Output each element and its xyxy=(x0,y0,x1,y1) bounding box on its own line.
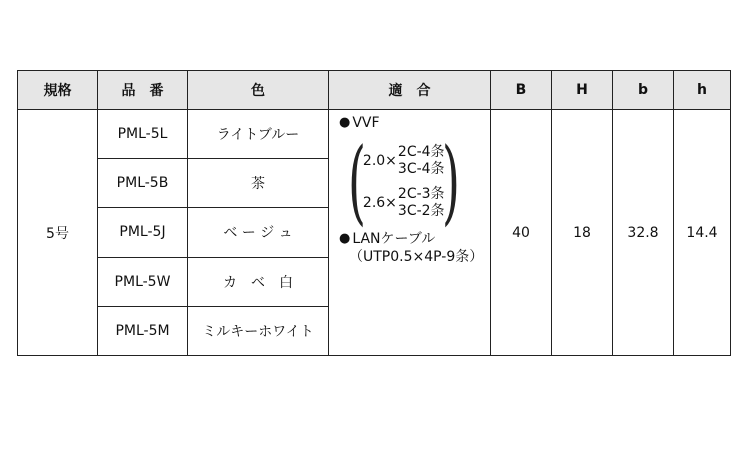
table-row xyxy=(18,110,731,159)
hinban-cell: PML-5L xyxy=(98,110,188,159)
size-option-top: 2C-3条 xyxy=(397,186,445,202)
close-paren: ) xyxy=(441,128,460,235)
lan-label: LANケーブル xyxy=(352,231,436,247)
color-cell: ミルキーホワイト xyxy=(188,306,329,355)
vvf-sizes xyxy=(363,144,445,220)
color-cell: カ ベ 白 xyxy=(188,257,329,306)
header-hinban: 品 番 xyxy=(98,71,188,110)
tekigo-cell xyxy=(329,110,491,356)
header-row xyxy=(18,71,731,110)
hinban-cell: PML-5B xyxy=(98,159,188,208)
size-options xyxy=(398,186,445,220)
tekigo-content xyxy=(329,110,490,355)
hinban-cell: PML-5M xyxy=(98,306,188,355)
header-tekigo: 適 合 xyxy=(329,71,491,110)
header-kikaku: 規格 xyxy=(18,71,98,110)
color-cell: 茶 xyxy=(188,159,329,208)
dim-B-value: 40 xyxy=(491,110,552,356)
size-base: 2.6× xyxy=(362,195,397,211)
size-row-2-0 xyxy=(363,144,445,178)
dim-h-value: 14.4 xyxy=(674,110,731,356)
vvf-bullet-icon: ● xyxy=(339,115,351,130)
header-b-small: b xyxy=(613,71,674,110)
header-h-small: h xyxy=(674,71,731,110)
lan-bullet-icon: ● xyxy=(339,231,351,246)
spec-table xyxy=(17,70,731,356)
size-options xyxy=(398,144,445,178)
dim-b-value: 32.8 xyxy=(613,110,674,356)
size-label-cell: 5号 xyxy=(18,110,98,356)
color-cell: ベ ー ジ ュ xyxy=(188,208,329,257)
size-option-bottom: 3C-4条 xyxy=(397,161,445,177)
vvf-label: VVF xyxy=(352,115,380,131)
color-cell: ライトブルー xyxy=(188,110,329,159)
size-row-2-6 xyxy=(363,186,445,220)
open-paren: ( xyxy=(347,128,366,235)
size-option-bottom: 3C-2条 xyxy=(397,203,445,219)
size-option-top: 2C-4条 xyxy=(397,144,445,160)
header-H: H xyxy=(552,71,613,110)
hinban-cell: PML-5W xyxy=(98,257,188,306)
header-iro: 色 xyxy=(188,71,329,110)
header-B: B xyxy=(491,71,552,110)
dim-H-value: 18 xyxy=(552,110,613,356)
lan-detail: （UTP0.5×4P-9条） xyxy=(349,249,484,265)
vvf-size-block xyxy=(339,128,468,235)
hinban-cell: PML-5J xyxy=(98,208,188,257)
size-base: 2.0× xyxy=(362,153,397,169)
